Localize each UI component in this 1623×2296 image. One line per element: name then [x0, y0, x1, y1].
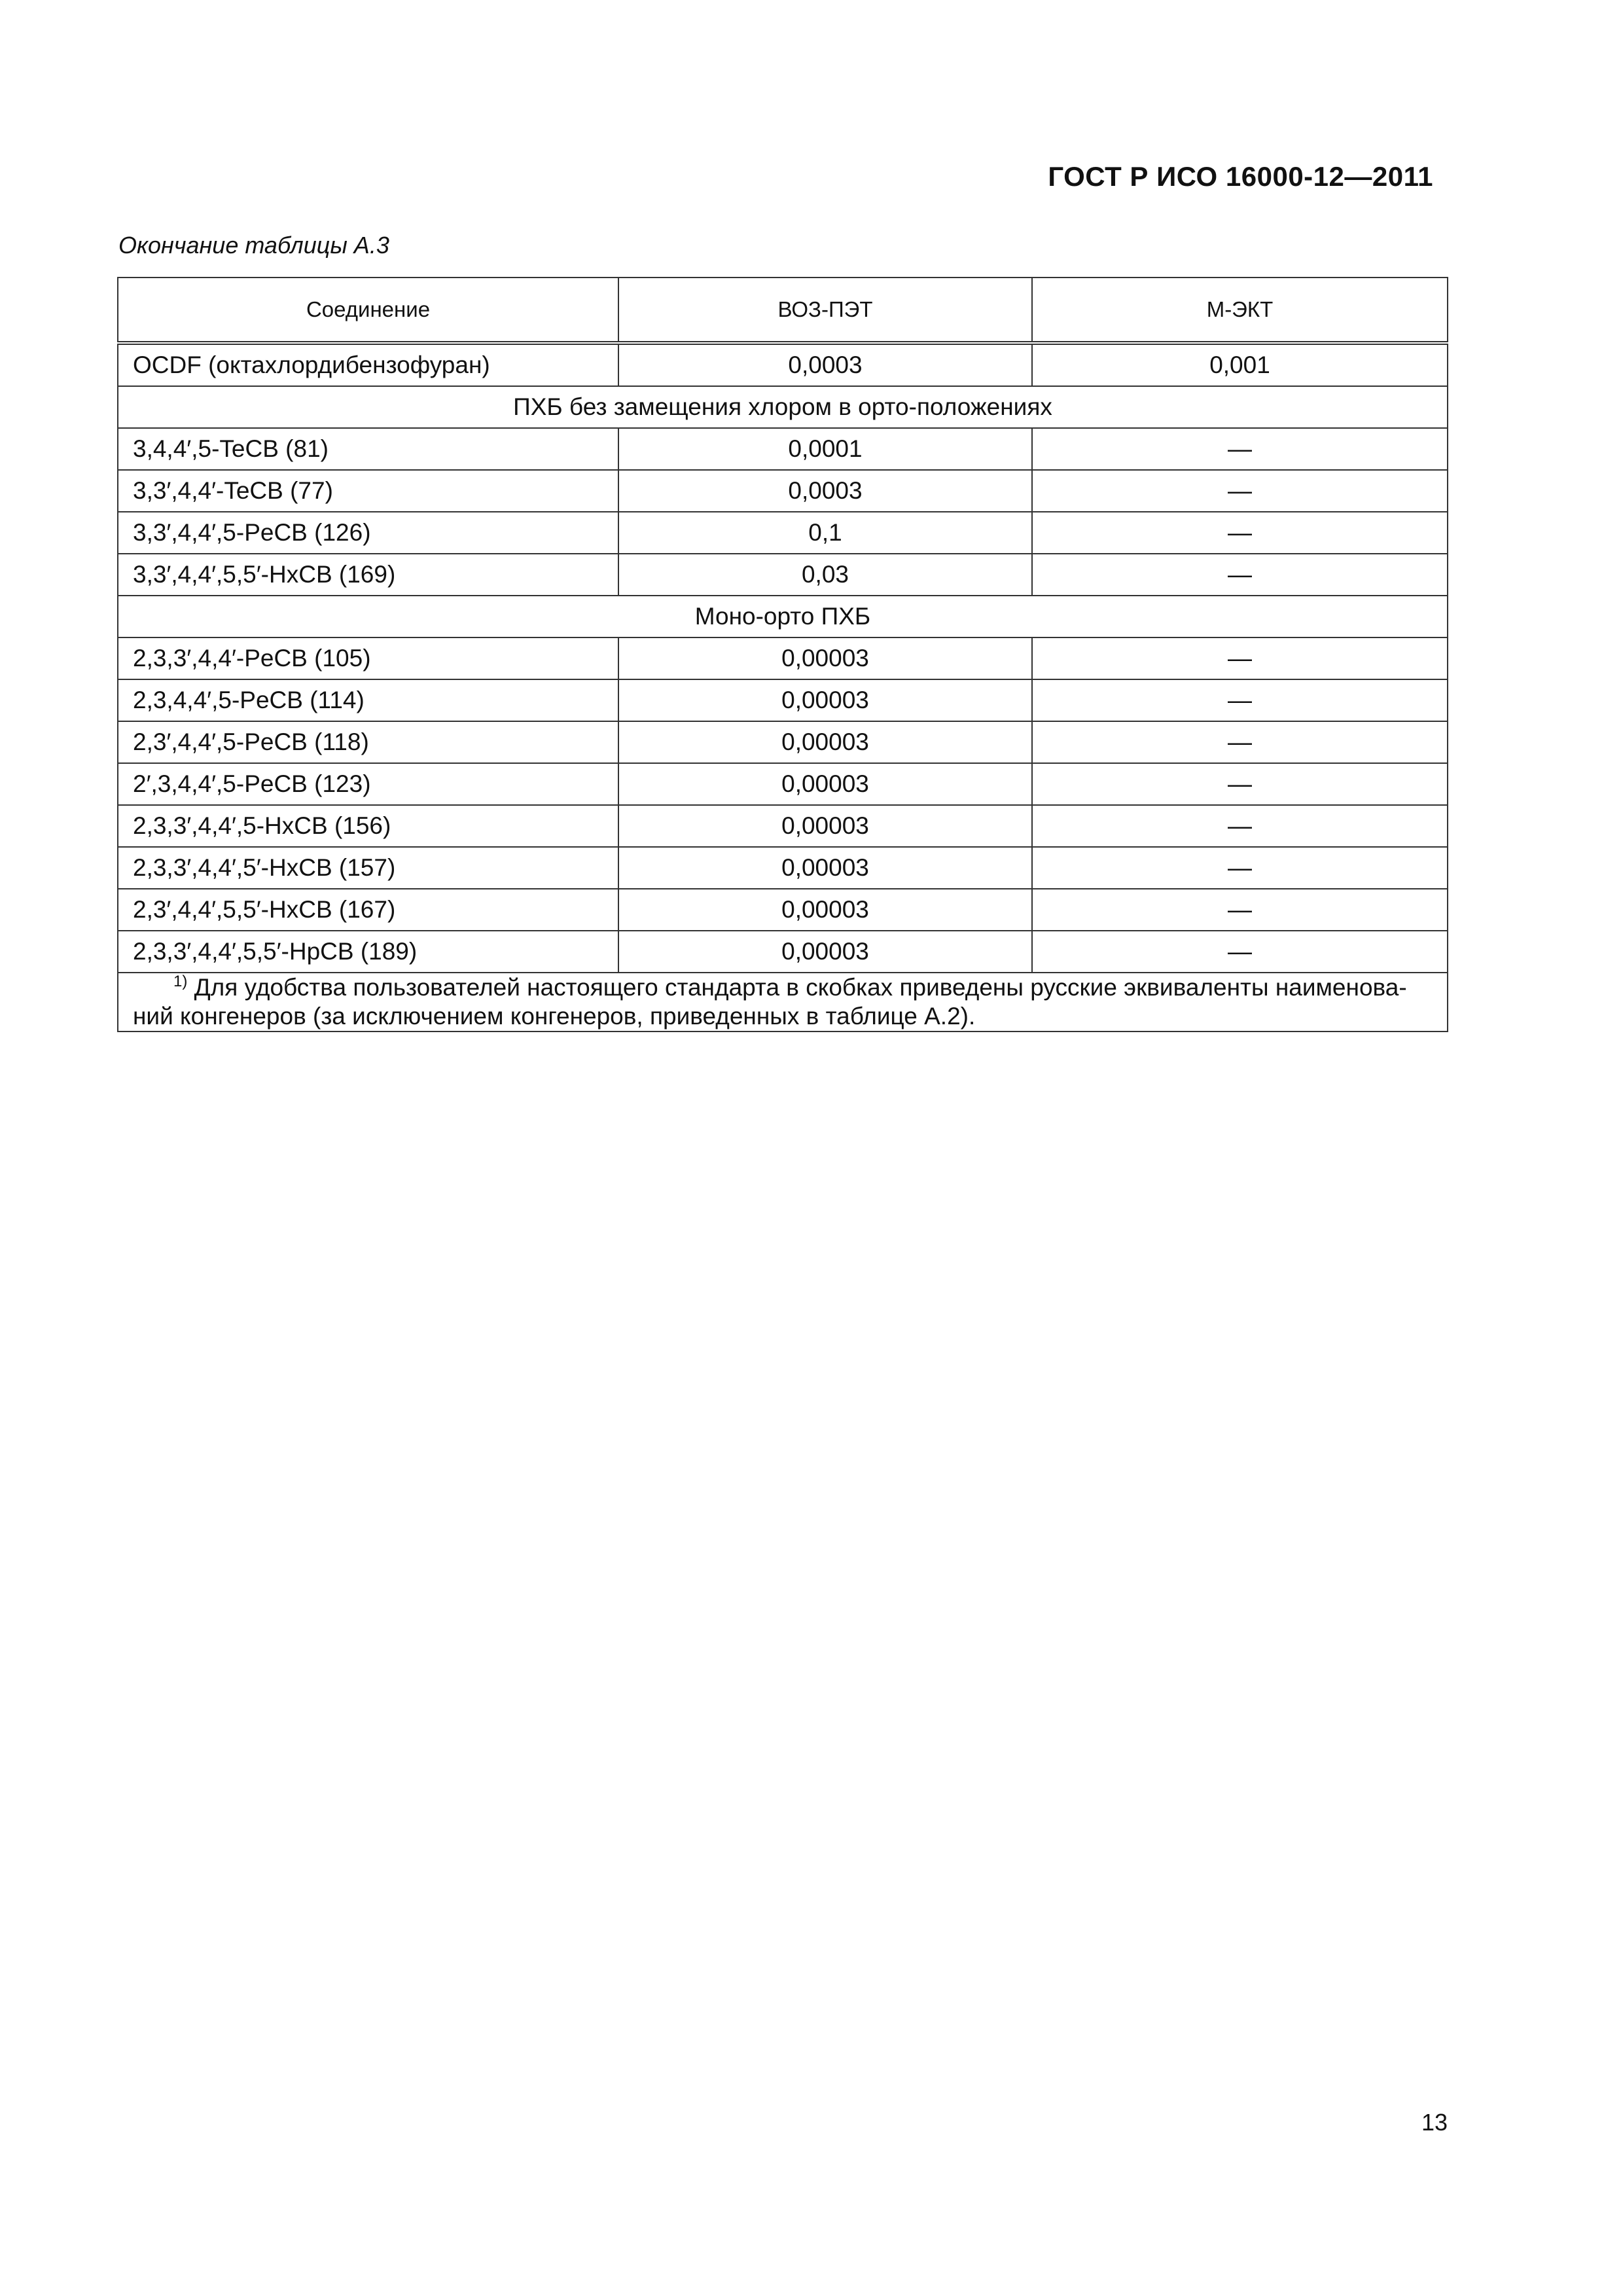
cell-who-tef: 0,00003 — [618, 931, 1032, 973]
footnote-marker: 1) — [173, 973, 188, 990]
table-row — [118, 763, 1448, 805]
cell-compound: 3,3′,4,4′,5-PeCB (126) — [118, 512, 618, 554]
cell-i-teq: — — [1032, 554, 1448, 596]
table-row — [118, 428, 1448, 470]
cell-i-teq: — — [1032, 889, 1448, 931]
table-row — [118, 554, 1448, 596]
table-row — [118, 931, 1448, 973]
cell-compound: 2,3′,4,4′,5-PeCB (118) — [118, 721, 618, 763]
footnote-row — [118, 973, 1448, 1031]
footnote-text-1: Для удобства пользователей настоящего стандарта в скобках приведены русские эквиваленты наименова- — [194, 974, 1407, 1001]
table-row — [118, 343, 1448, 386]
cell-i-teq: — — [1032, 805, 1448, 847]
table-row — [118, 889, 1448, 931]
cell-compound: 3,4,4′,5-TeCB (81) — [118, 428, 618, 470]
cell-compound: 2,3,3′,4,4′,5,5′-HpCB (189) — [118, 931, 618, 973]
table-section-row — [118, 596, 1448, 637]
cell-compound: OCDF (октахлордибензофуран) — [118, 343, 618, 386]
cell-compound: 2,3,3′,4,4′,5′-HxCB (157) — [118, 847, 618, 889]
column-header-i-teq: М-ЭКТ — [1032, 278, 1448, 343]
table-row — [118, 512, 1448, 554]
table-caption: Окончание таблицы А.3 — [118, 232, 389, 259]
table-row — [118, 721, 1448, 763]
cell-i-teq: — — [1032, 847, 1448, 889]
cell-who-tef: 0,1 — [618, 512, 1032, 554]
cell-who-tef: 0,00003 — [618, 637, 1032, 679]
cell-who-tef: 0,00003 — [618, 805, 1032, 847]
cell-i-teq: — — [1032, 637, 1448, 679]
cell-who-tef: 0,00003 — [618, 679, 1032, 721]
cell-compound: 2,3,3′,4,4′,5-HxCB (156) — [118, 805, 618, 847]
section-title: Моно-орто ПХБ — [118, 596, 1448, 637]
page-number: 13 — [1421, 2109, 1448, 2136]
table-section-row — [118, 386, 1448, 428]
footnote-text-2: ний конгенеров (за исключением конгенеров, приведенных в таблице А.2). — [133, 1003, 976, 1030]
cell-who-tef: 0,03 — [618, 554, 1032, 596]
cell-compound: 2,3,4,4′,5-PeCB (114) — [118, 679, 618, 721]
cell-compound: 3,3′,4,4′-TeCB (77) — [118, 470, 618, 512]
document-header-title: ГОСТ Р ИСО 16000-12—2011 — [1048, 161, 1433, 192]
section-title: ПХБ без замещения хлором в орто-положениях — [118, 386, 1448, 428]
column-header-compound: Соединение — [118, 278, 618, 343]
cell-i-teq: — — [1032, 679, 1448, 721]
cell-i-teq: — — [1032, 721, 1448, 763]
cell-compound: 2,3′,4,4′,5,5′-HxCB (167) — [118, 889, 618, 931]
table-footnote — [118, 973, 1448, 1031]
cell-compound: 2′,3,4,4′,5-PeCB (123) — [118, 763, 618, 805]
cell-who-tef: 0,0001 — [618, 428, 1032, 470]
column-header-who-tef: ВОЗ-ПЭТ — [618, 278, 1032, 343]
table-row — [118, 637, 1448, 679]
cell-i-teq: — — [1032, 931, 1448, 973]
cell-i-teq: — — [1032, 512, 1448, 554]
table-header-row — [118, 278, 1448, 343]
table-row — [118, 679, 1448, 721]
cell-compound: 2,3,3′,4,4′-PeCB (105) — [118, 637, 618, 679]
cell-compound: 3,3′,4,4′,5,5′-HxCB (169) — [118, 554, 618, 596]
cell-who-tef: 0,00003 — [618, 721, 1032, 763]
cell-i-teq: — — [1032, 763, 1448, 805]
cell-who-tef: 0,00003 — [618, 889, 1032, 931]
table-body — [118, 343, 1448, 973]
table-row — [118, 847, 1448, 889]
cell-i-teq: — — [1032, 470, 1448, 512]
cell-who-tef: 0,00003 — [618, 763, 1032, 805]
cell-i-teq: 0,001 — [1032, 343, 1448, 386]
cell-who-tef: 0,00003 — [618, 847, 1032, 889]
footnote-line-1 — [133, 973, 1433, 1002]
cell-i-teq: — — [1032, 428, 1448, 470]
cell-who-tef: 0,0003 — [618, 470, 1032, 512]
table-row — [118, 805, 1448, 847]
table-row — [118, 470, 1448, 512]
cell-who-tef: 0,0003 — [618, 343, 1032, 386]
toxicity-equivalents-table — [117, 277, 1448, 1032]
